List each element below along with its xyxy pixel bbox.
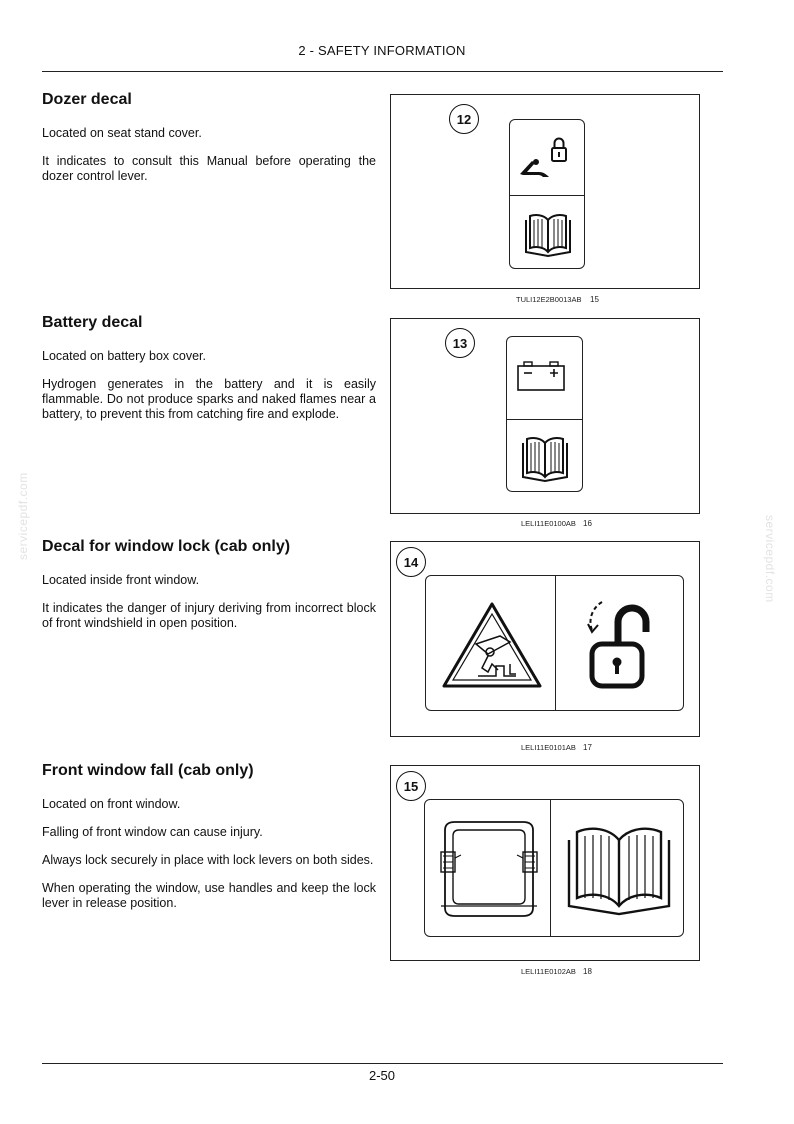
manual-book-icon xyxy=(563,822,675,918)
header-divider xyxy=(42,71,723,72)
decal-panel xyxy=(509,119,585,269)
section-paragraph: Always lock securely in place with lock levers on both sides. xyxy=(42,853,374,867)
manual-book-icon xyxy=(520,212,576,258)
decal-panel xyxy=(425,575,684,711)
figure-number: 16 xyxy=(583,519,592,528)
decal-divider xyxy=(510,195,584,196)
figure-callout: 14 xyxy=(396,547,426,577)
decal-panel xyxy=(506,336,583,492)
figure-callout: 12 xyxy=(449,104,479,134)
header-title: 2 - SAFETY INFORMATION xyxy=(298,43,466,58)
decal-divider xyxy=(555,576,556,710)
figure-code: LELI11E0101AB xyxy=(521,743,576,752)
section-paragraph: It indicates the danger of injury deriving from incorrect block of front windshield in open position. xyxy=(42,601,376,630)
window-frame-icon xyxy=(437,818,541,920)
watermark-left: servicepdf.com xyxy=(16,472,30,560)
section-paragraph: Hydrogen generates in the battery and it is easily flammable. Do not produce sparks and naked flames near a battery, to prevent this from catching fire and explode. xyxy=(42,377,376,421)
section-paragraph: When operating the window, use handles and keep the lock lever in release position. xyxy=(42,881,376,910)
footer-divider xyxy=(42,1063,723,1064)
figure-number: 18 xyxy=(583,967,592,976)
figure-callout: 13 xyxy=(445,328,475,358)
figure-front-window-fall xyxy=(390,765,700,961)
section-title: Decal for window lock (cab only) xyxy=(42,538,291,555)
figure-code: LELI11E0102AB xyxy=(521,967,576,976)
section-window-lock-decal xyxy=(42,537,376,644)
section-paragraph: Falling of front window can cause injury. xyxy=(42,825,263,839)
section-front-window-fall xyxy=(42,761,376,924)
section-paragraph: Located on seat stand cover. xyxy=(42,126,202,140)
decal-divider xyxy=(507,419,582,420)
section-title: Battery decal xyxy=(42,314,143,331)
decal-divider xyxy=(550,800,551,936)
section-paragraph: Located on front window. xyxy=(42,797,181,811)
warning-triangle-icon xyxy=(440,600,544,692)
watermark-right: servicepdf.com xyxy=(763,515,777,603)
figure-code: LELI11E0100AB xyxy=(521,519,576,528)
decal-panel xyxy=(424,799,684,937)
dozer-lever-lock-icon xyxy=(516,128,578,188)
section-title: Front window fall (cab only) xyxy=(42,762,254,779)
padlock-open-icon xyxy=(578,592,662,696)
section-paragraph: Located inside front window. xyxy=(42,573,200,587)
section-paragraph: It indicates to consult this Manual before operating the dozer control lever. xyxy=(42,154,376,183)
figure-dozer-decal xyxy=(390,94,700,289)
page-number: 2-50 xyxy=(368,1068,396,1083)
battery-icon xyxy=(515,359,575,395)
figure-callout: 15 xyxy=(396,771,426,801)
section-title: Dozer decal xyxy=(42,91,132,108)
section-dozer-decal xyxy=(42,90,376,197)
manual-book-icon xyxy=(517,433,573,483)
figure-number: 17 xyxy=(583,743,592,752)
figure-window-lock-decal xyxy=(390,541,700,737)
figure-number: 15 xyxy=(590,295,599,304)
section-battery-decal xyxy=(42,313,376,435)
section-paragraph: Located on battery box cover. xyxy=(42,349,206,363)
figure-battery-decal xyxy=(390,318,700,514)
figure-code: TULI12E2B0013AB xyxy=(516,295,582,304)
